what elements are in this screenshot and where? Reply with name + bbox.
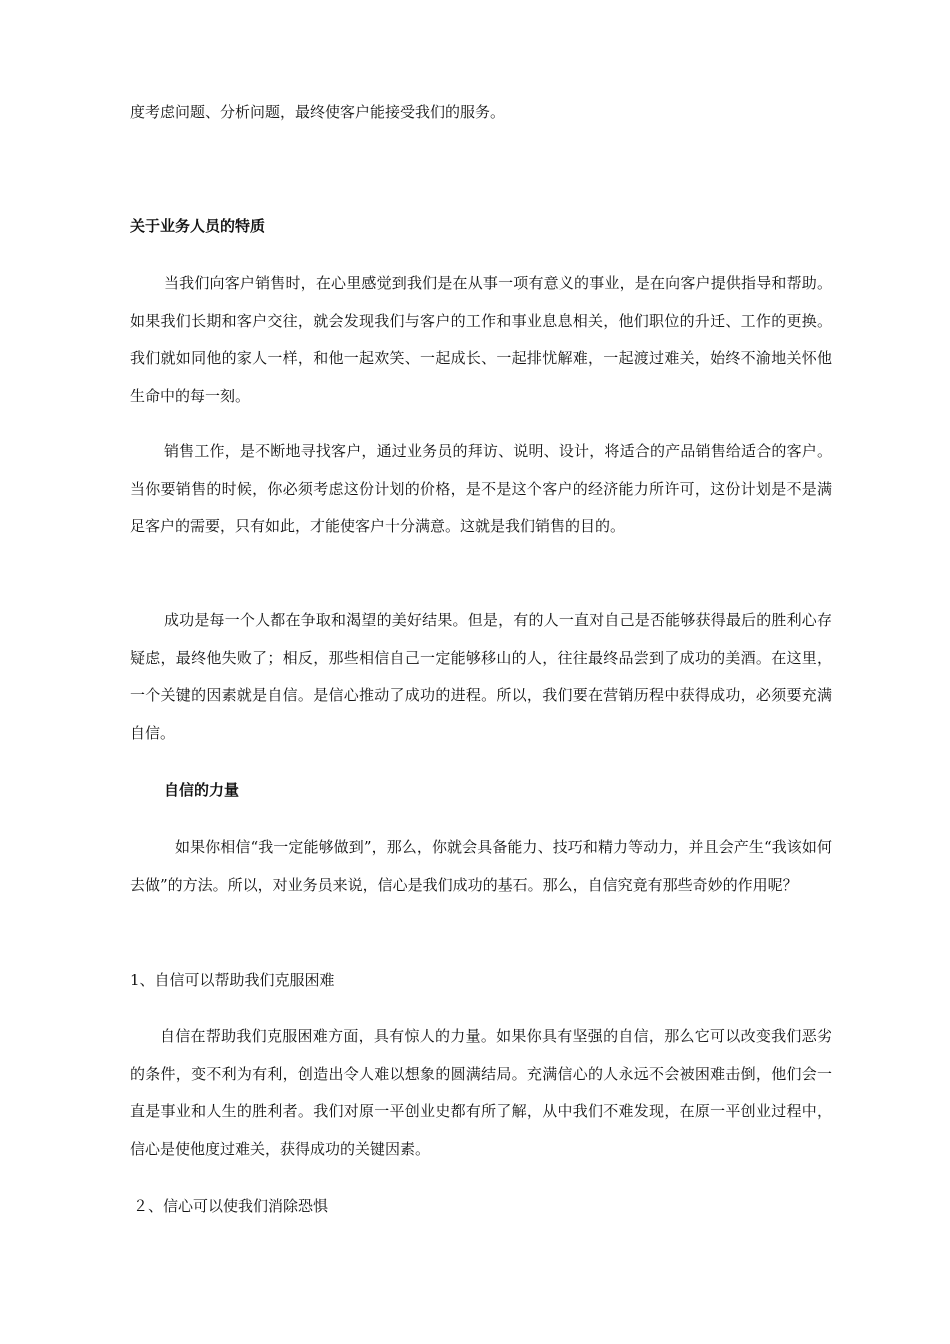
point-1-text: 自信在帮助我们克服困难方面，具有惊人的力量。如果你具有坚强的自信，那么它可以改变我们恶劣的条件，变不利为有利，创造出令人难以想象的圆满结局。充满信心的人永远不会被困难击倒，他们会一直是事业和人生的胜利者。我们对原一平创业史都有所了解，从中我们不难发现，在原一平创业过程中，信心是使他度过难关，获得成功的关键因素。	[130, 1027, 832, 1158]
paragraph-1: 当我们向客户销售时，在心里感觉到我们是在从事一项有意义的事业，是在向客户提供指导和帮助。如果我们长期和客户交往，就会发现我们与客户的工作和事业息息相关，他们职位的升迁、工作的更换。我们就如同他的家人一样，和他一起欢笑、一起成长、一起排忧解难，一起渡过难关，始终不渝地关怀他生命中的每一刻。	[130, 274, 832, 405]
point-2-title: ２、信心可以使我们消除恐惧	[133, 1197, 329, 1215]
subheading: 自信的力量	[164, 781, 240, 799]
paragraph-3: 成功是每一个人都在争取和渴望的美好结果。但是，有的人一直对自己是否能够获得最后的胜利心存疑虑，最终他失败了；相反，那些相信自己一定能够移山的人，往往最终品尝到了成功的美酒。在这里，一个关键的因素就是自信。是信心推动了成功的进程。所以，我们要在营销历程中获得成功，必须要充满自信。	[130, 611, 832, 742]
continuation-line: 度考虑问题、分析问题，最终使客户能接受我们的服务。	[130, 103, 506, 121]
intro-paragraph: 如果你相信“我一定能够做到”，那么，你就会具备能力、技巧和精力等动力，并且会产生“我该如何去做”的方法。所以，对业务员来说，信心是我们成功的基石。那么，自信究竟有那些奇妙的作用呢？	[130, 838, 832, 894]
point-1-title: 1、自信可以帮助我们克服困难	[130, 971, 335, 989]
paragraph-2: 销售工作，是不断地寻找客户，通过业务员的拜访、说明、设计，将适合的产品销售给适合的客户。当你要销售的时候，你必须考虑这份计划的价格，是不是这个客户的经济能力所许可，这份计划是不是满足客户的需要，只有如此，才能使客户十分满意。这就是我们销售的目的。	[130, 442, 832, 535]
section-title: 关于业务人员的特质	[130, 217, 266, 235]
document-page	[130, 0, 832, 1344]
